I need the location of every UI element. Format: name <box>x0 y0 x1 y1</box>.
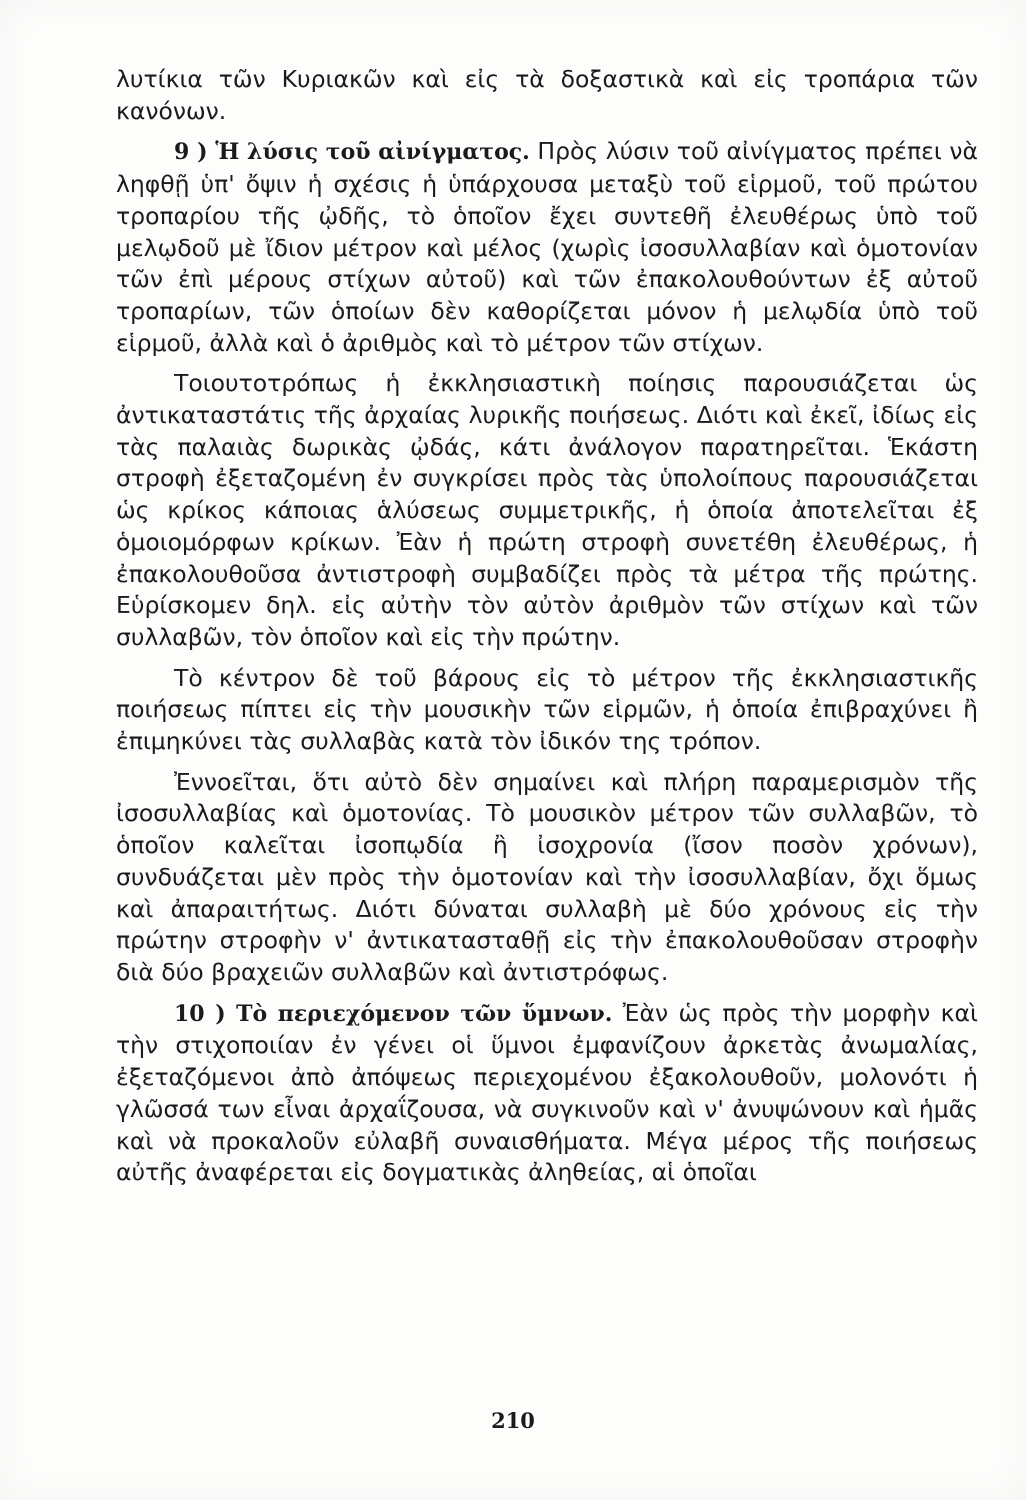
paragraph-text: Ἐννοεῖται, ὅτι αὐτὸ δὲν σημαίνει καὶ πλήρη παραμερισμὸν τῆς ἰσοσυλλαβίας καὶ ὁμοτονίας. Τὸ μουσικὸν μέτρον τῶν συλλαβῶν, τὸ ὁποῖον καλεῖται ἰσοπῳδία ἢ ἰσοχρονία (ἴσον ποσὸν χρόνων), συνδυάζεται μὲν πρὸς τὴν ὁμοτονίαν καὶ τὴν ἰσοσυλλαβίαν, ὄχι ὅμως καὶ ἀπαραιτήτως. Διότι δύναται συλλαβὴ μὲ δύο χρόνους εἰς τὴν πρώτην στροφὴν ν' ἀντικατασταθῇ εἰς τὴν ἐπακολουθοῦσαν στροφὴν διὰ δύο βραχειῶν συλλαβῶν καὶ ἀντιστρόφως. <box>116 767 978 986</box>
section-heading-10: 10 ) Τὸ περιεχόμενον τῶν ὕμνων. <box>174 1000 613 1027</box>
paragraph-text: Τοιουτοτρόπως ἡ ἐκκλησιαστικὴ ποίησις παρουσιάζεται ὡς ἀντικαταστάτις τῆς ἀρχαίας λυρικῆς ποιήσεως. Διότι καὶ ἐκεῖ, ἰδίως εἰς τὰς παλαιὰς δωρικὰς ᾠδάς, κάτι ἀνάλογον παρατηρεῖται. Ἑκάστη στροφὴ ἐξεταζομένη ἐν συγκρίσει πρὸς τὰς ὑπολοίπους παρουσιάζεται ὡς κρίκος κάποιας ἁλύσεως συμμετρικῆς, ἡ ὁποία ἀποτελεῖται ἐξ ὁμοιομόρφων κρίκων. Ἐὰν ἡ πρώτη στροφὴ συνετέθη ἐλευθέρως, ἡ ἐπακολουθοῦσα ἀντιστροφὴ συμβαδίζει πρὸς τὰ μέτρα τῆς πρώτης. Εὑρίσκομεν δηλ. εἰς αὐτὴν τὸν αὐτὸν ἀριθμὸν τῶν στίχων καὶ τῶν συλλαβῶν, τὸν ὁποῖον καὶ εἰς τὴν πρώτην. <box>116 369 978 651</box>
paragraph-continuation <box>116 64 978 127</box>
text-body <box>116 64 978 1189</box>
section-heading-9: 9 ) Ἡ λύσις τοῦ αἰνίγματος. <box>174 139 530 166</box>
paragraph-section-10 <box>116 998 978 1189</box>
paragraph-body <box>116 663 978 758</box>
paragraph-body <box>116 368 978 653</box>
paragraph-text: Πρὸς λύσιν τοῦ αἰνίγματος πρέπει νὰ ληφθῇ ὑπ' ὄψιν ἡ σχέσις ἡ ὑπάρχουσα μεταξὺ τοῦ εἱρμοῦ, τοῦ πρώτου τροπαρίου τῆς ᾠδῆς, τὸ ὁποῖον ἔχει συντεθῆ ἐλευθέρως ὑπὸ τοῦ μελῳδοῦ μὲ ἴδιον μέτρον καὶ μέλος (χωρὶς ἰσοσυλλαβίαν καὶ ὁμοτονίαν τῶν ἐπὶ μέρους στίχων αὐτοῦ) καὶ τῶν ἐπακολουθούντων ἐξ αὐτοῦ τροπαρίων, τῶν ὁποίων δὲν καθορίζεται μόνον ἡ μελῳδία ὑπὸ τοῦ εἱρμοῦ, ἀλλὰ καὶ ὁ ἀριθμὸς καὶ τὸ μέτρον τῶν στίχων. <box>116 137 978 357</box>
paragraph-text: Τὸ κέντρον δὲ τοῦ βάρους εἰς τὸ μέτρον τῆς ἐκκλησιαστικῆς ποιήσεως πίπτει εἰς τὴν μουσικὴν τῶν εἱρμῶν, ἡ ὁποία ἐπιβραχύνει ἢ ἐπιμηκύνει τὰς συλλαβὰς κατὰ τὸν ἰδικόν της τρόπον. <box>116 663 978 756</box>
paragraph-text: λυτίκια τῶν Κυριακῶν καὶ εἰς τὰ δοξαστικὰ καὶ εἰς τροπάρια τῶν κανόνων. <box>116 65 978 125</box>
paragraph-body <box>116 767 978 989</box>
paragraph-text: Ἐὰν ὡς πρὸς τὴν μορφὴν καὶ τὴν στιχοποιίαν ἐν γένει οἱ ὕμνοι ἐμφανίζουν ἀρκετὰς ἀνωμαλίας, ἐξεταζόμενοι ἀπὸ ἀπόψεως περιεχομένου ἐξακολουθοῦν, μολονότι ἡ γλῶσσά των εἶναι ἀρχαΐζουσα, νὰ συγκινοῦν καὶ ν' ἀνυψώνουν καὶ ἡμᾶς καὶ νὰ προκαλοῦν εὐλαβῆ συναισθήματα. Μέγα μέρος τῆς ποιήσεως αὐτῆς ἀναφέρεται εἰς δογματικὰς ἀληθείας, αἱ ὁποῖαι <box>116 998 978 1187</box>
paragraph-section-9 <box>116 136 978 359</box>
page-number: 210 <box>491 1408 535 1433</box>
